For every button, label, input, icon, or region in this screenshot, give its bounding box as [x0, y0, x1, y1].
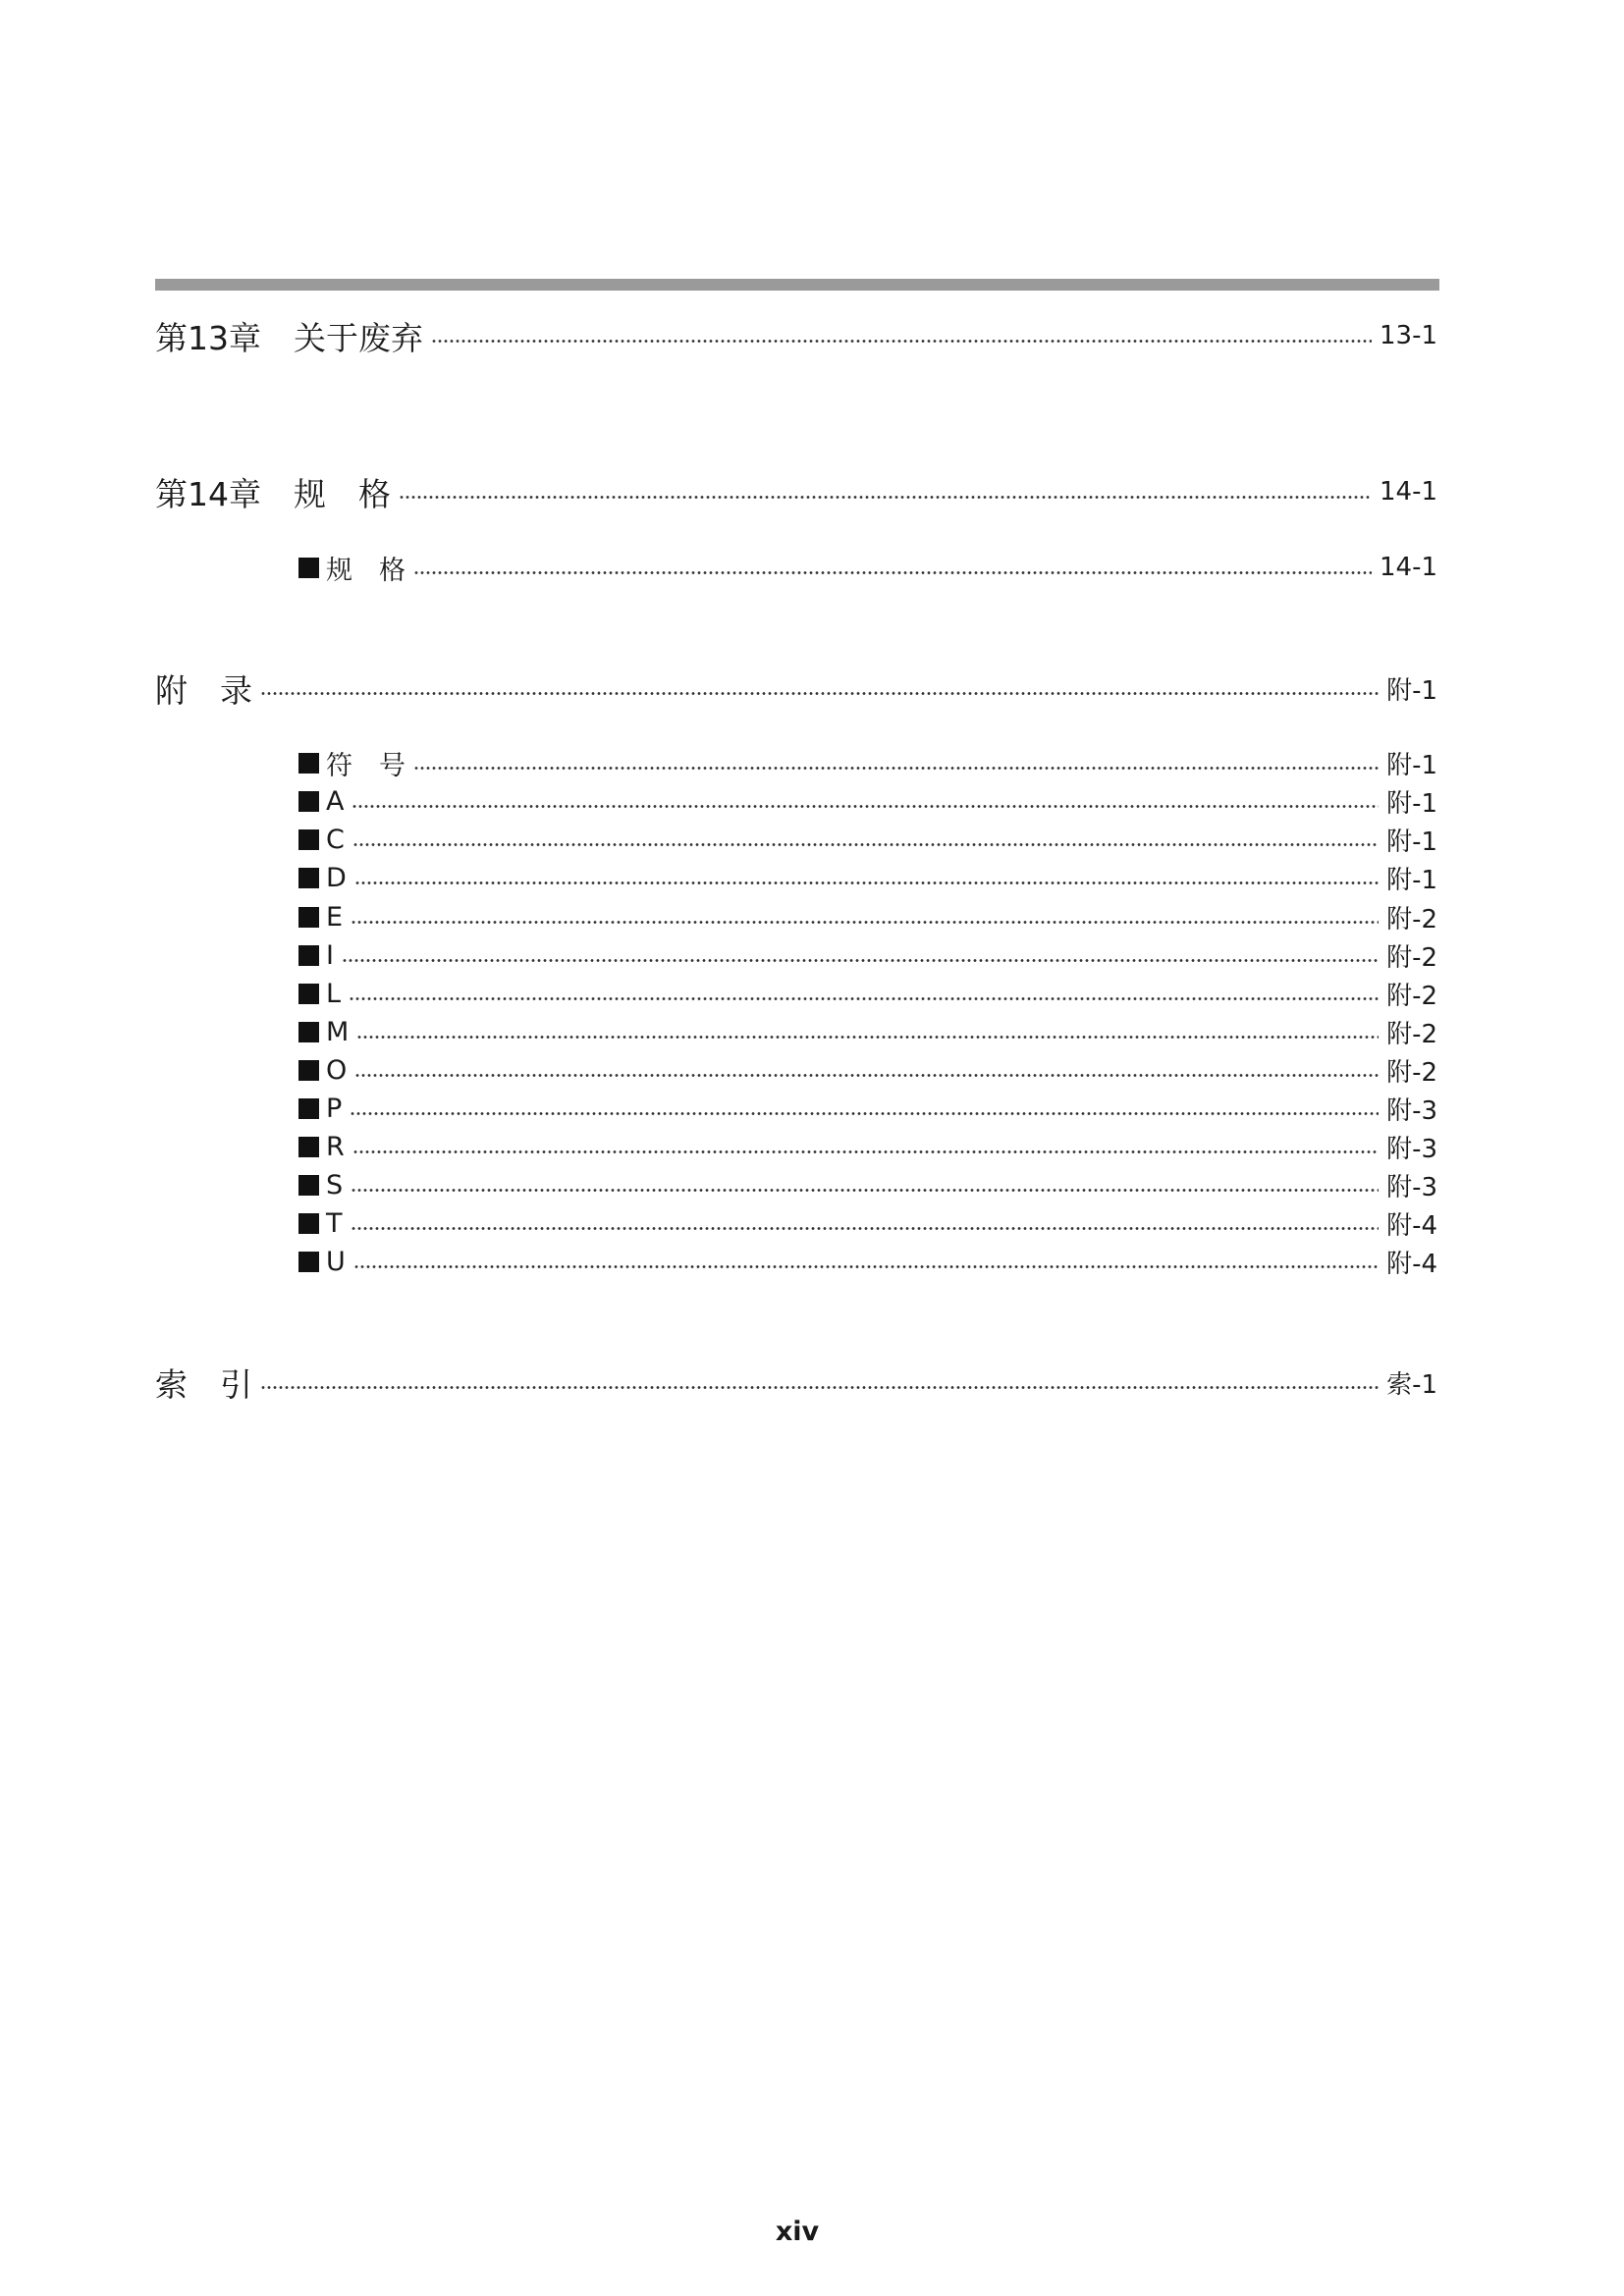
toc-subentry-label: S: [326, 1169, 344, 1201]
toc-subentry-label: C: [326, 824, 345, 855]
toc-entry-label: 第13章 关于废弃: [155, 318, 423, 357]
header-rule: [155, 279, 1439, 291]
square-bullet-icon: [298, 1252, 319, 1272]
toc-subentry-label: R: [326, 1131, 345, 1162]
square-bullet-icon: [298, 868, 319, 888]
page-number: xiv: [775, 2216, 820, 2247]
toc-subentry-label: A: [326, 785, 345, 817]
square-bullet-icon: [298, 1213, 319, 1234]
toc-subentry-page: 附-4: [1386, 1249, 1437, 1279]
dot-leader: [352, 1150, 1379, 1153]
toc-subentry-r[interactable]: [298, 1127, 1437, 1166]
dot-leader: [351, 1189, 1379, 1192]
toc-subentry-s[interactable]: [298, 1165, 1437, 1204]
toc-subentry-label: U: [326, 1246, 346, 1277]
toc-subentry-d[interactable]: [298, 858, 1437, 897]
dot-leader: [356, 1036, 1379, 1039]
toc-subentry-label: T: [326, 1207, 343, 1239]
toc-subentry-l[interactable]: [298, 974, 1437, 1013]
toc-entry-page: 13-1: [1379, 321, 1437, 350]
toc-subentry-i[interactable]: [298, 935, 1437, 975]
toc-subentry-label: I: [326, 939, 334, 971]
square-bullet-icon: [298, 829, 319, 850]
dot-leader: [413, 571, 1372, 574]
dot-leader: [431, 340, 1372, 343]
dot-leader: [354, 881, 1379, 884]
square-bullet-icon: [298, 907, 319, 928]
dot-leader: [413, 767, 1379, 770]
toc-subentry-p[interactable]: [298, 1089, 1437, 1128]
toc-entry-index[interactable]: [155, 1362, 1437, 1402]
dot-leader: [342, 959, 1379, 962]
toc-subentry-page: 附-4: [1386, 1210, 1437, 1241]
square-bullet-icon: [298, 791, 319, 812]
dot-leader: [351, 1227, 1380, 1230]
dot-leader: [350, 1112, 1379, 1115]
square-bullet-icon: [298, 1060, 319, 1081]
toc-subentry-page: 附-1: [1386, 750, 1437, 780]
toc-entry-chapter-13[interactable]: [155, 316, 1437, 355]
toc-subentry-page: 附-2: [1386, 904, 1437, 934]
square-bullet-icon: [298, 1098, 319, 1119]
toc-entry-appendix[interactable]: [155, 668, 1437, 708]
dot-leader: [352, 805, 1379, 808]
toc-subentry-page: 附-3: [1386, 1172, 1437, 1202]
square-bullet-icon: [298, 945, 319, 966]
dot-leader: [352, 843, 1379, 846]
toc-subentry-o[interactable]: [298, 1050, 1437, 1090]
dot-leader: [349, 997, 1379, 1000]
toc-subentry-page: 附-2: [1386, 1019, 1437, 1049]
toc-subentry-label: 符 号: [326, 750, 406, 781]
dot-leader: [351, 921, 1379, 924]
toc-subentry-t[interactable]: [298, 1203, 1437, 1243]
toc-subentry-label: M: [326, 1016, 350, 1047]
toc-subentry-label: D: [326, 862, 347, 893]
toc-subentry-page: 14-1: [1379, 553, 1437, 582]
toc-subentry-page: 附-2: [1386, 1057, 1437, 1088]
toc-entry-page: 附-1: [1386, 675, 1437, 706]
toc-subentry-page: 附-2: [1386, 942, 1437, 973]
toc-subentry-page: 附-3: [1386, 1134, 1437, 1164]
square-bullet-icon: [298, 753, 319, 774]
toc-entry-chapter-14[interactable]: [155, 472, 1437, 511]
toc-subentry-e[interactable]: [298, 897, 1437, 936]
square-bullet-icon: [298, 1137, 319, 1157]
toc-subentry-page: 附-2: [1386, 981, 1437, 1011]
dot-leader: [354, 1074, 1379, 1077]
toc-entry-label: 第14章 规 格: [155, 474, 391, 513]
square-bullet-icon: [298, 1175, 319, 1196]
toc-subentry-label: 规 格: [326, 555, 406, 586]
dot-leader: [260, 692, 1379, 695]
toc-entry-page: 14-1: [1379, 477, 1437, 507]
toc-entry-page: 索-1: [1386, 1369, 1437, 1400]
dot-leader: [353, 1265, 1379, 1268]
toc-subentry-label: E: [326, 901, 344, 933]
dot-leader: [260, 1386, 1379, 1389]
toc-subentry-u[interactable]: [298, 1242, 1437, 1281]
toc-subentry-a[interactable]: [298, 781, 1437, 821]
toc-subentry-page: 附-1: [1386, 827, 1437, 857]
square-bullet-icon: [298, 1022, 319, 1042]
square-bullet-icon: [298, 558, 319, 578]
toc-subentry-page: 附-3: [1386, 1095, 1437, 1126]
toc-subentry-page: 附-1: [1386, 865, 1437, 895]
square-bullet-icon: [298, 984, 319, 1004]
toc-subentry-page: 附-1: [1386, 788, 1437, 819]
toc-entry-label: 索 引: [155, 1364, 252, 1404]
dot-leader: [399, 496, 1372, 499]
toc-subentry-specifications[interactable]: [298, 548, 1437, 587]
toc-subentry-c[interactable]: [298, 820, 1437, 859]
toc-entry-label: 附 录: [155, 670, 252, 710]
toc-subentry-label: P: [326, 1093, 343, 1124]
toc-subentry-symbols[interactable]: [298, 743, 1437, 782]
toc-subentry-m[interactable]: [298, 1012, 1437, 1051]
toc-subentry-label: L: [326, 978, 342, 1009]
toc-subentry-label: O: [326, 1054, 348, 1086]
